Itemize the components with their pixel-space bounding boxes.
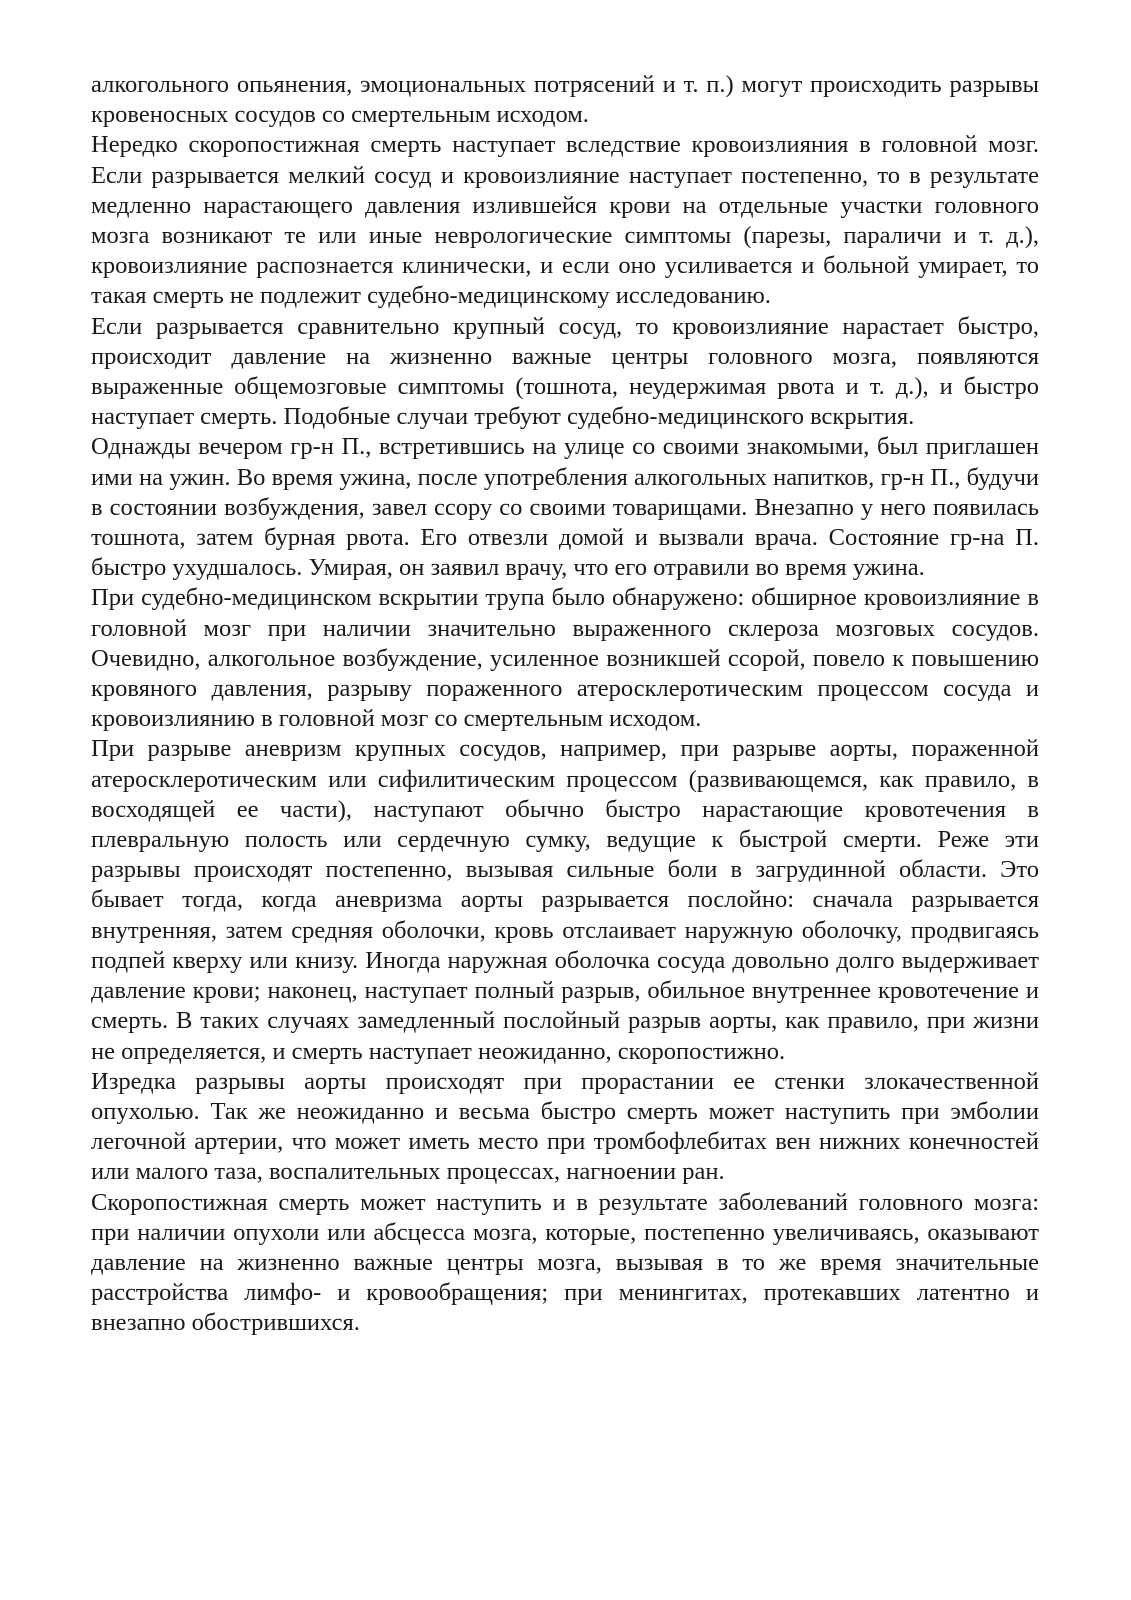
paragraph: алкогольного опьянения, эмоциональных потрясений и т. п.) могут происходить разрывы кровеносных сосудов со смертельным исходом. xyxy=(91,71,1039,129)
paragraph: Однажды вечером гр-н П., встретившись на улице со своими знакомыми, был приглашен ими на ужин. Во время ужина, после употребления алкогольных напитков, гр-н П., будучи в состоянии возбуждения, завел ссору со своими товарищами. Внезапно у него появилась тошнота, затем бурная рвота. Его отвезли домой и вызвали врача. Состояние гр-на П. быстро ухудшалось. Умирая, он заявил врачу, что его отравили во время ужина. xyxy=(91,433,1039,582)
paragraph: Скоропостижная смерть может наступить и в результате заболеваний головного мозга: при наличии опухоли или абсцесса мозга, которые, постепенно увеличиваясь, оказывают давление на жизненно важные центры мозга, вызывая в то же время значительные расстройства лимфо- и кровообращения; при менингитах, протекавших латентно и внезапно обострившихся. xyxy=(91,1188,1039,1337)
paragraph: При судебно-медицинском вскрытии трупа было обнаружено: обширное кровоизлияние в головной мозг при наличии значительно выраженного склероза мозговых сосудов. Очевидно, алкогольное возбуждение, усиленное возникшей ссорой, повело к повышению кровяного давления, разрыву пораженного атеросклеротическим процессом сосуда и кровоизлиянию в головной мозг со смертельным исходом. xyxy=(91,584,1039,733)
paragraph: Нередко скоропостижная смерть наступает вследствие кровоизлияния в головной мозг. Если разрывается мелкий сосуд и кровоизлияние наступает постепенно, то в результате медленно нарастающего давления излившейся крови на отдельные участки головного мозга возникают те или иные неврологические симптомы (парезы, параличи и т. д.), кровоизлияние распознается клинически, и если оно усиливается и больной умирает, то такая смерть не подлежит судебно-медицинскому исследованию. xyxy=(91,131,1039,310)
paragraph: При разрыве аневризм крупных сосудов, например, при разрыве аорты, пораженной атеросклеротическим или сифилитическим процессом (развивающемся, как правило, в восходящей ее части), наступают обычно быстро нарастающие кровотечения в плевральную полость или сердечную сумку, ведущие к быстрой смерти. Реже эти разрывы происходят постепенно, вызывая сильные боли в загрудинной области. Это бывает тогда, когда аневризма аорты разрывается послойно: сначала разрывается внутренняя, затем средняя оболочки, кровь отслаивает наружную оболочку, продвигаясь подпей кверху или книзу. Иногда наружная оболочка сосуда довольно долго выдерживает давление крови; наконец, наступает полный разрыв, обильное внутреннее кровотечение и смерть. В таких случаях замедленный послойный разрыв аорты, как правило, при жизни не определяется, и смерть наступает неожиданно, скоропостижно. xyxy=(91,735,1039,1065)
paragraph: Если разрывается сравнительно крупный сосуд, то кровоизлияние нарастает быстро, происходит давление на жизненно важные центры головного мозга, появляются выраженные общемозговые симптомы (тошнота, неудержимая рвота и т. д.), и быстро наступает смерть. Подобные случаи требуют судебно-медицинского вскрытия. xyxy=(91,312,1039,431)
body-text xyxy=(91,70,1039,1339)
paragraph: Изредка разрывы аорты происходят при прорастании ее стенки злокачественной опухолью. Так же неожиданно и весьма быстро смерть может наступить при эмболии легочной артерии, что может иметь место при тромбофлебитах вен нижних конечностей или малого таза, воспалительных процессах, нагноении ран. xyxy=(91,1067,1039,1186)
